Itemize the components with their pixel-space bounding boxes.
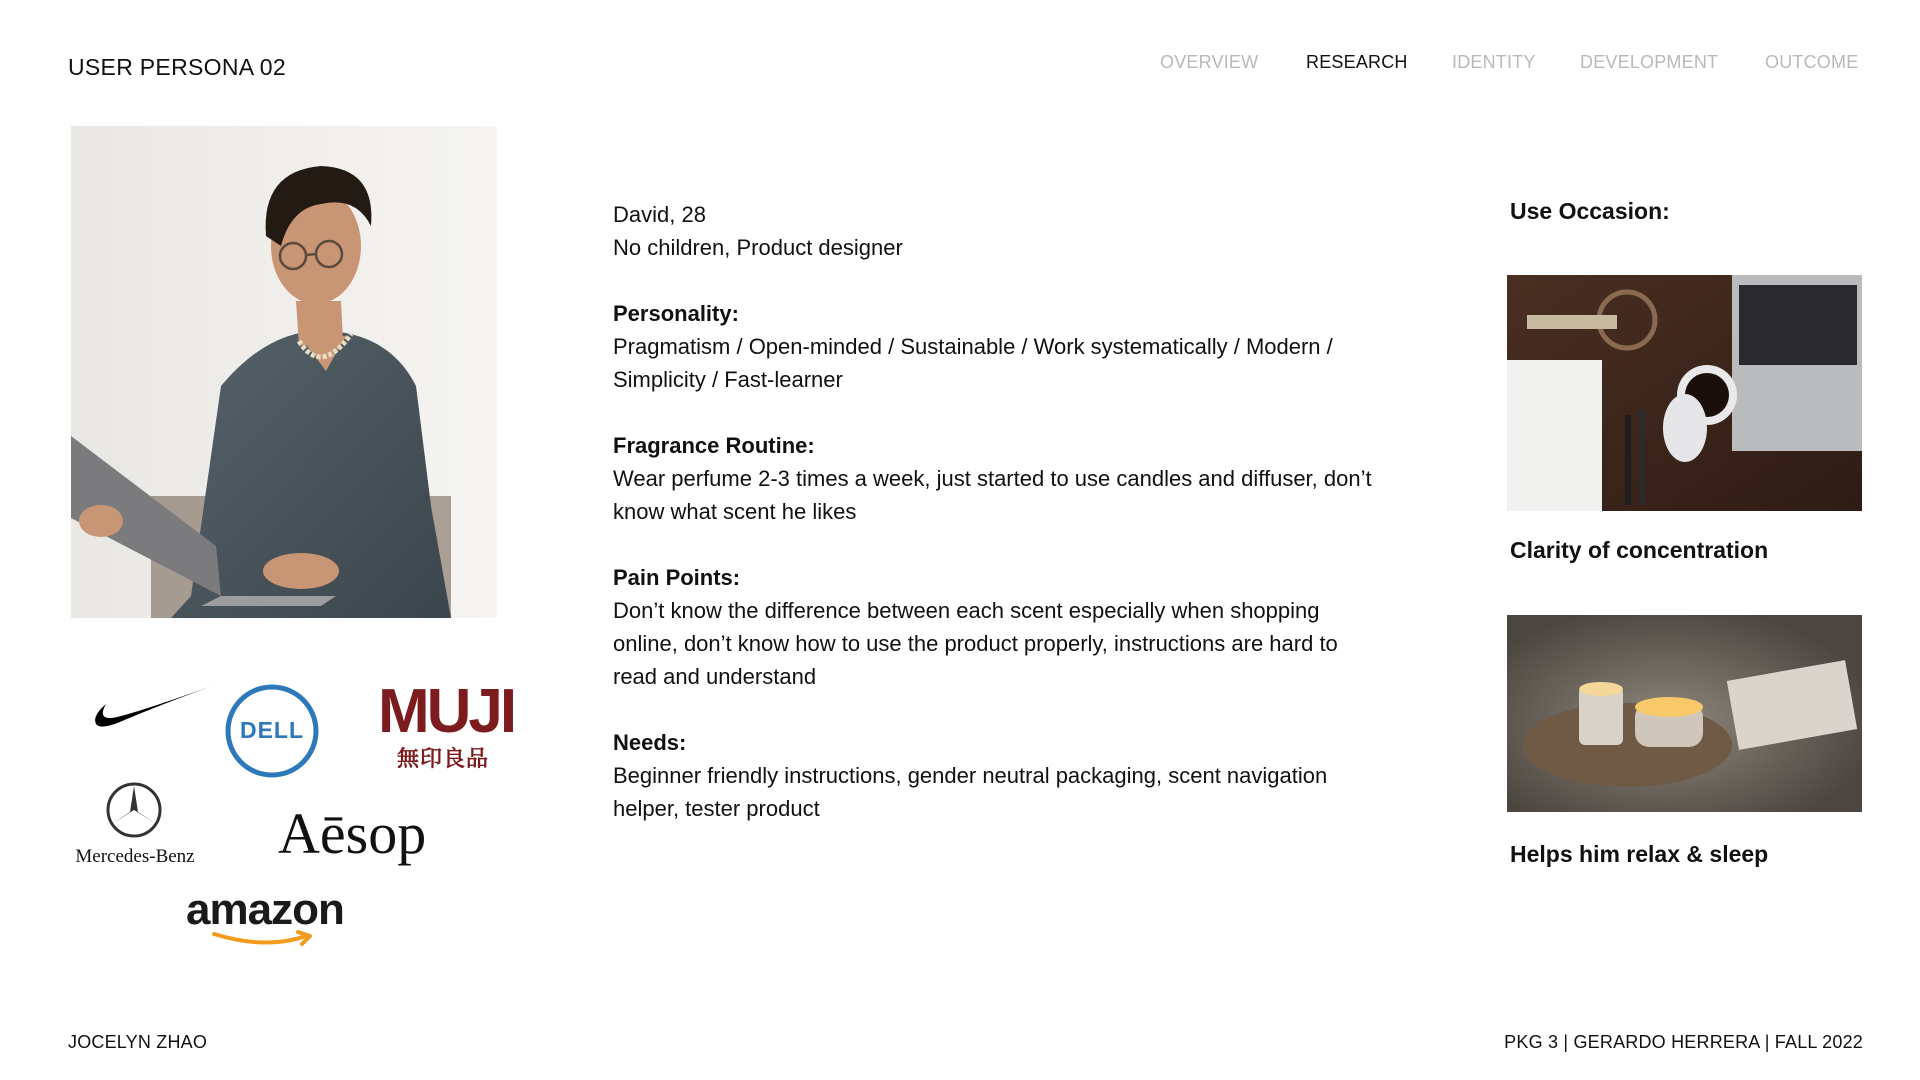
fragrance-text-line: know what scent he likes	[613, 499, 857, 524]
personality-section	[613, 297, 1413, 396]
amazon-logo-text: amazon	[186, 885, 344, 934]
nike-logo	[92, 682, 214, 734]
page-title: USER PERSONA 02	[68, 54, 286, 80]
personality-text-line: Simplicity / Fast-learner	[613, 367, 843, 392]
use-occasion-heading: Use Occasion:	[1510, 198, 1670, 224]
pain-points-heading: Pain Points:	[613, 565, 741, 590]
desk-workspace-photo	[1507, 275, 1862, 511]
pain-points-section	[613, 561, 1413, 693]
occasion-caption-relax: Helps him relax & sleep	[1510, 841, 1769, 867]
personality-text-line: Pragmatism / Open-minded / Sustainable / Work systematically / Modern /	[613, 334, 1333, 359]
muji-logo	[378, 677, 515, 776]
pain-points-text-line: read and understand	[613, 664, 817, 689]
top-nav	[0, 52, 1920, 82]
mercedes-logo-text: Mercedes-Benz	[75, 846, 195, 867]
nav-identity[interactable]: IDENTITY	[1452, 52, 1536, 72]
muji-logo-kanji: 無印良品	[396, 747, 489, 772]
amazon-smile-icon	[186, 930, 366, 950]
pain-points-text-line: Don’t know the difference between each scent especially when shopping	[613, 598, 1320, 623]
persona-details	[613, 198, 1413, 858]
occasion-caption-concentration: Clarity of concentration	[1510, 537, 1769, 563]
fragrance-text-line: Wear perfume 2-3 times a week, just started to use candles and diffuser, don’t	[613, 466, 1372, 491]
dell-logo-text: DELL	[239, 717, 305, 743]
dell-logo	[224, 683, 320, 779]
aesop-logo-text: Aēsop	[278, 801, 427, 866]
nav-overview[interactable]: OVERVIEW	[1160, 52, 1259, 72]
needs-text-line: helper, tester product	[613, 796, 820, 821]
personality-heading: Personality:	[613, 301, 739, 326]
persona-name-age: David, 28	[613, 202, 706, 227]
footer-author: JOCELYN ZHAO	[68, 1032, 208, 1052]
aesop-logo	[278, 800, 468, 870]
nav-outcome[interactable]: OUTCOME	[1765, 52, 1859, 72]
pain-points-text-line: online, don’t know how to use the product properly, instructions are hard to	[613, 631, 1338, 656]
fragrance-heading: Fragrance Routine:	[613, 433, 815, 458]
nav-research[interactable]: RESEARCH	[1306, 52, 1408, 72]
candles-bed-photo	[1507, 615, 1862, 812]
amazon-logo	[186, 886, 366, 950]
footer-course-info: PKG 3 | GERARDO HERRERA | FALL 2022	[1504, 1032, 1863, 1052]
needs-section	[613, 726, 1413, 825]
mercedes-logo	[68, 780, 202, 872]
fragrance-section	[613, 429, 1413, 528]
needs-text-line: Beginner friendly instructions, gender neutral packaging, scent navigation	[613, 763, 1328, 788]
persona-intro	[613, 198, 1413, 264]
muji-logo-text: MUJI	[378, 677, 515, 746]
nav-development[interactable]: DEVELOPMENT	[1580, 52, 1719, 72]
persona-photo	[71, 126, 497, 618]
persona-occupation: No children, Product designer	[613, 235, 903, 260]
needs-heading: Needs:	[613, 730, 687, 755]
